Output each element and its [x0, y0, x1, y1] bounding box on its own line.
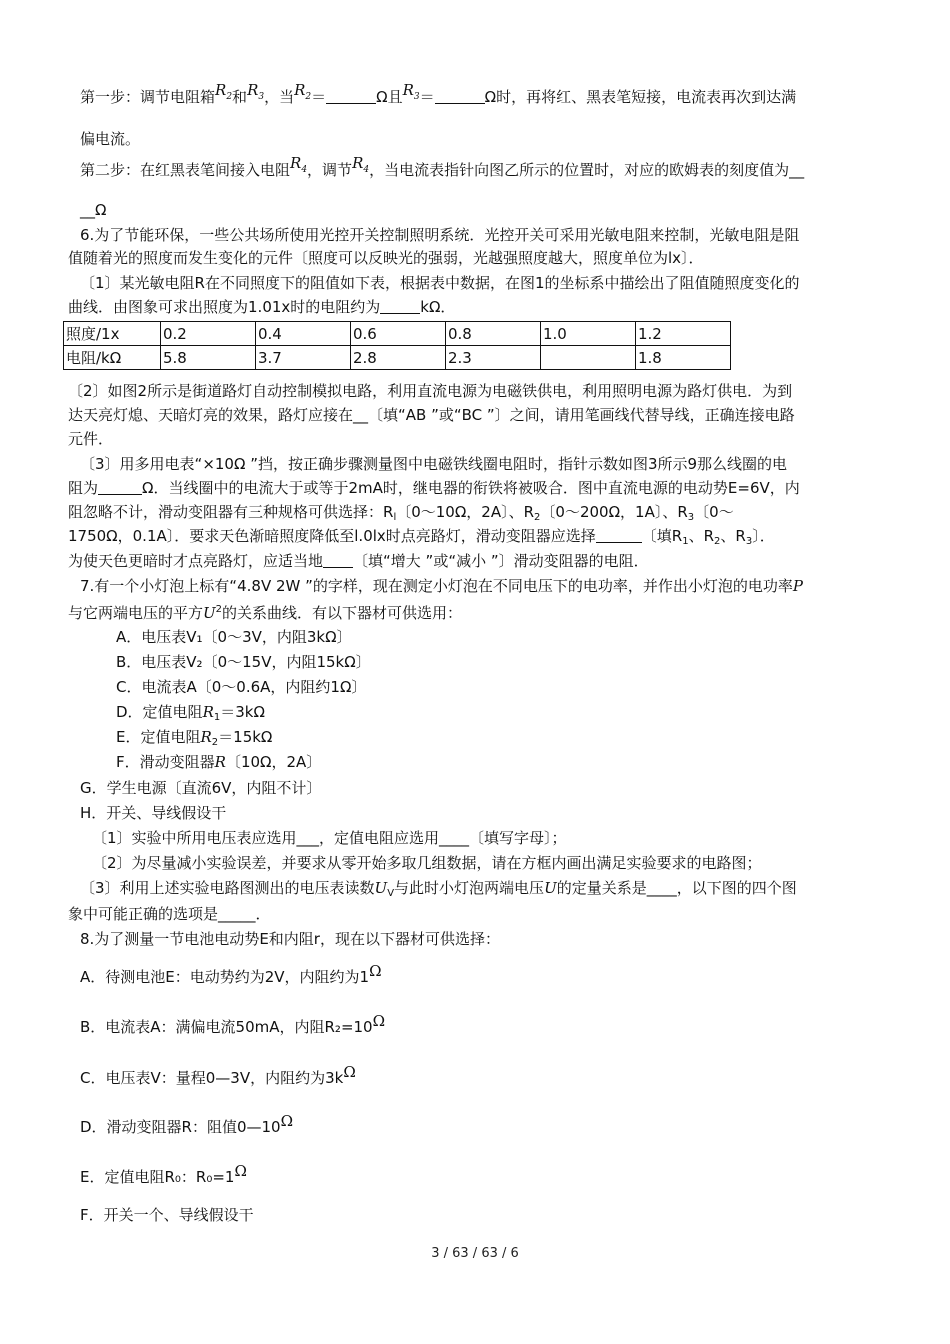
- table-cell: 2.3: [446, 346, 541, 370]
- table-cell: 1.2: [636, 322, 731, 346]
- table-cell: [541, 346, 636, 370]
- q7-option-a: A．电压表V₁〔0～3V，内阻3kΩ〕: [116, 628, 352, 646]
- q7-option-e: E．定值电阻$R_2=15k\Omega$: [116, 728, 273, 748]
- q7-line-1: 7.有一个小灯泡上标有“4.8V 2W ”的字样，现在测定小灯泡在不同电压下的电功率，并作出小灯泡的电功率P: [80, 577, 803, 595]
- table-cell: 电阻/kΩ: [64, 346, 161, 370]
- q6-line-11: 1750Ω，0.1A〕．要求天色渐暗照度降低至l.0lx时点亮路灯，滑动变阻器应选择 〔填$R_1$、$R_2$、$R_3$〕．: [68, 527, 775, 547]
- table-cell: 1.0: [541, 322, 636, 346]
- illuminance-table: [63, 321, 731, 370]
- q6-line-7: 元件．: [68, 430, 114, 448]
- answer-blank[interactable]: [326, 89, 376, 104]
- q7-subq-3: 〔3〕利用上述实验电路图测出的电压表读数$U_V$与此时小灯泡两端电压U的定量关系是____，以下图的四个图: [80, 879, 797, 899]
- table-cell: 1.8: [636, 346, 731, 370]
- q8-option-a: A．待测电池E：电动势约为2V，内阻约为1Ω: [80, 962, 382, 986]
- q6-line-2: 值随着光的照度而发生变化的元件〔照度可以反映光的强弱，光越强照度越大，照度单位为lx〕．: [68, 249, 704, 267]
- step1-line: 第一步：调节电阻箱$R_2$和$R_3$，当$R_2= \Omega$且$R_3= \Omega$时，再将红、黑表笔短接，电流表再次到达满: [80, 81, 797, 106]
- q8-option-c: C．电压表V：量程0—3V，内阻约为3kΩ: [80, 1063, 356, 1087]
- q8-option-f: F．开关一个、导线假设干: [80, 1206, 254, 1224]
- q6-line-3: 〔1〕某光敏电阻R在不同照度下的阻值如下表，根据表中数据，在图1的坐标系中描绘出了阻值随照度变化的: [80, 274, 800, 292]
- table-cell: 0.4: [256, 322, 351, 346]
- q8-option-e: E．定值电阻R₀：R₀=1Ω: [80, 1162, 247, 1186]
- table-cell: 0.2: [161, 322, 256, 346]
- q8-option-b: B．电流表A：满偏电流50mA，内阻R₂=10Ω: [80, 1012, 386, 1036]
- table-cell: 3.7: [256, 346, 351, 370]
- q7-subq-3-cont: 象中可能正确的选项是_____．: [68, 905, 271, 923]
- q7-option-d: D．定值电阻$R_1=3k\Omega$: [116, 703, 265, 723]
- table-cell: 0.8: [446, 322, 541, 346]
- table-cell: 5.8: [161, 346, 256, 370]
- q8-option-d: D．滑动变阻器R：阻值0—10Ω: [80, 1112, 294, 1136]
- q6-line-6: 达天亮灯熄、天暗灯亮的效果，路灯应接在__〔填“AB ”或“BC ”〕之间，请用笔画线代替导线，正确连接电路: [68, 406, 795, 424]
- table-cell: 2.8: [351, 346, 446, 370]
- table-cell: 照度/1x: [64, 322, 161, 346]
- answer-blank[interactable]: [596, 528, 642, 543]
- q7-option-f: F．滑动变阻器R〔10Ω，2A〕: [116, 753, 322, 771]
- q6-line-1: 6.为了节能环保，一些公共场所使用光控开关控制照明系统．光控开关可采用光敏电阻来控制，光敏电阻是阻: [80, 226, 800, 244]
- q6-line-5: 〔2〕如图2所示是街道路灯自动控制模拟电路，利用直流电源为电磁铁供电，利用照明电源为路灯供电．为到: [68, 382, 793, 400]
- step1-line-2: 偏电流。: [80, 130, 141, 148]
- page-footer: 3 / 63 / 63 / 6: [431, 1246, 519, 1261]
- answer-blank[interactable]: [380, 299, 420, 314]
- q8-line-1: 8.为了测量一节电池电动势E和内阻r，现在以下器材可供选择：: [80, 930, 500, 948]
- q6-line-8: 〔3〕用多用电表“×10Ω ”挡，按正确步骤测量图中电磁铁线圈电阻时，指针示数如图3所示9那么线圈的电: [80, 455, 788, 473]
- q7-subq-1: 〔1〕实验中所用电压表应选用___，定值电阻应选用____〔填写字母〕；: [92, 829, 567, 847]
- q7-option-b: B．电压表V₂〔0～15V，内阻15kΩ〕: [116, 653, 371, 671]
- q7-option-c: C．电流表A〔0～0.6A，内阻约1Ω〕: [116, 678, 367, 696]
- table-cell: 0.6: [351, 322, 446, 346]
- answer-blank[interactable]: [435, 89, 485, 104]
- q7-option-g: G．学生电源〔直流6V，内阻不计〕: [80, 779, 322, 797]
- q6-line-9: 阻为 Ω．当线圈中的电流大于或等于2mA时，继电器的衔铁将被吸合．图中直流电源的电动势E=6V，内: [68, 479, 800, 497]
- q6-line-4: 曲线．由图象可求出照度为1.01x时的电阻约为 kΩ．: [68, 298, 456, 316]
- q7-option-h: H．开关、导线假设干: [80, 804, 227, 822]
- q6-line-10: 阻忽略不计，滑动变阻器有三种规格可供选择：$R_l$〔0～10Ω，2A〕、$R_2$〔0～200Ω，1A〕、$R_3$〔0～: [68, 503, 734, 523]
- step2-line: 第二步：在红黑表笔间接入电阻$R_4$，调节$R_4$，当电流表指针向图乙所示的位置时，对应的欧姆表的刻度值为__: [80, 154, 805, 179]
- q6-line-12: 为使天色更暗时才点亮路灯，应适当地 〔填“增大 ”或“减小 ”〕滑动变阻器的电阻．: [68, 552, 649, 570]
- step2-line-2: __Ω: [80, 201, 107, 219]
- answer-blank[interactable]: [323, 553, 353, 568]
- q7-subq-2: 〔2〕为尽量减小实验误差，并要求从零开始多取几组数据，请在方框内画出满足实验要求的电路图；: [92, 854, 762, 872]
- q7-line-2: 与它两端电压的平方$U^2$的关系曲线．有以下器材可供选用：: [68, 604, 463, 622]
- table-row: [64, 322, 731, 346]
- table-row: [64, 346, 731, 370]
- answer-blank[interactable]: [98, 480, 142, 495]
